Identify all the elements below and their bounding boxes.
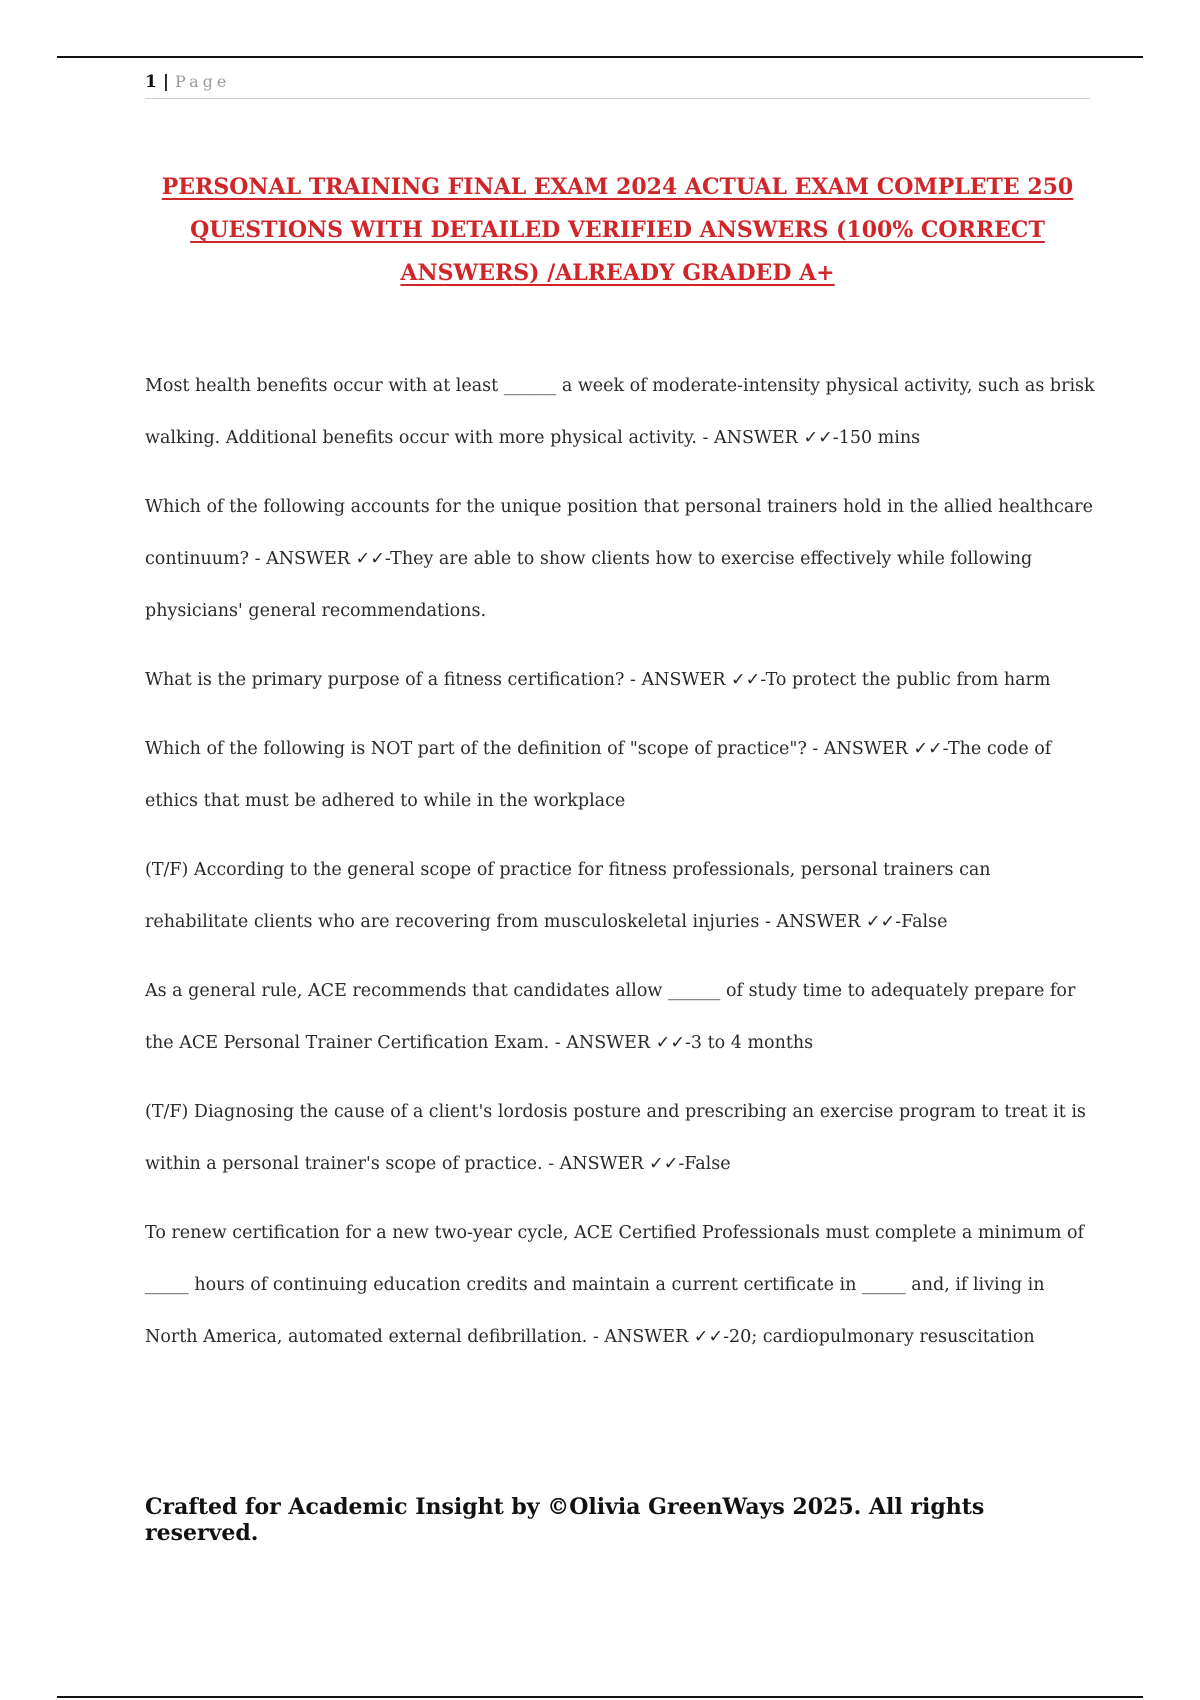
answer-prefix: - ANSWER ✓✓- <box>592 1327 730 1347</box>
answer-text: The code of ethics that must be adhered to while in the workplace <box>145 739 1052 811</box>
answer-prefix: - ANSWER ✓✓- <box>548 1154 685 1174</box>
document-title: PERSONAL TRAINING FINAL EXAM 2024 ACTUAL EXAM COMPLETE 250 QUESTIONS WITH DETAILED VERIFIED ANSWERS (100% CORRECT ANSWERS) /ALREADY GRADED A+ <box>161 174 1074 286</box>
qa-item <box>145 723 1095 827</box>
copyright-footer: Crafted for Academic Insight by ©Olivia GreenWays 2025. All rights reserved. <box>145 1494 985 1546</box>
answer-text: They are able to show clients how to exercise effectively while following physicians' general recommendations. <box>145 549 1033 621</box>
question-text: Most health benefits occur with at least ______ a week of moderate-intensity physical activity, such as brisk walking. Additional benefits occur with more physical activity. <box>145 376 1095 448</box>
answer-prefix: - ANSWER ✓✓- <box>702 428 839 448</box>
top-rule <box>57 56 1143 58</box>
question-text: Which of the following is NOT part of the definition of "scope of practice"? <box>145 739 807 759</box>
question-text: To renew certification for a new two-year cycle, ACE Certified Professionals must complete a minimum of _____ hours of continuing education credits and maintain a current certificate in _____ and, if living in North America, automated external defibrillation. <box>145 1223 1085 1347</box>
page-separator: | <box>162 72 170 92</box>
answer-text: 20; cardiopulmonary resuscitation <box>729 1327 1035 1347</box>
question-text: Which of the following accounts for the unique position that personal trainers hold in the allied healthcare continuum? <box>145 497 1094 569</box>
bottom-rule <box>57 1696 1143 1698</box>
qa-item <box>145 1207 1095 1363</box>
page-label: Page <box>175 72 231 91</box>
question-text: As a general rule, ACE recommends that candidates allow ______ of study time to adequately prepare for the ACE Personal Trainer Certification Exam. <box>145 981 1076 1053</box>
answer-text: False <box>901 912 948 932</box>
answer-text: To protect the public from harm <box>765 670 1051 690</box>
qa-item <box>145 844 1095 948</box>
qa-item <box>145 1086 1095 1190</box>
answer-prefix: - ANSWER ✓✓- <box>812 739 948 759</box>
answer-prefix: - ANSWER ✓✓- <box>554 1033 691 1053</box>
answer-prefix: - ANSWER ✓✓- <box>254 549 391 569</box>
qa-list <box>145 360 1095 1380</box>
qa-item <box>145 965 1095 1069</box>
question-text: What is the primary purpose of a fitness certification? <box>145 670 625 690</box>
qa-item <box>145 360 1095 464</box>
answer-text: 150 mins <box>838 428 921 448</box>
question-text: (T/F) Diagnosing the cause of a client's lordosis posture and prescribing an exercise program to treat it is within a personal trainer's scope of practice. <box>145 1102 1086 1174</box>
question-text: (T/F) According to the general scope of practice for fitness professionals, personal trainers can rehabilitate clients who are recovering from musculoskeletal injuries <box>145 860 991 932</box>
answer-prefix: - ANSWER ✓✓- <box>764 912 902 932</box>
answer-prefix: - ANSWER ✓✓- <box>630 670 766 690</box>
page-number: 1 <box>145 72 157 92</box>
answer-text: False <box>684 1154 731 1174</box>
page-header <box>145 72 1090 99</box>
answer-text: 3 to 4 months <box>690 1033 814 1053</box>
qa-item <box>145 654 1095 706</box>
qa-item <box>145 481 1095 637</box>
